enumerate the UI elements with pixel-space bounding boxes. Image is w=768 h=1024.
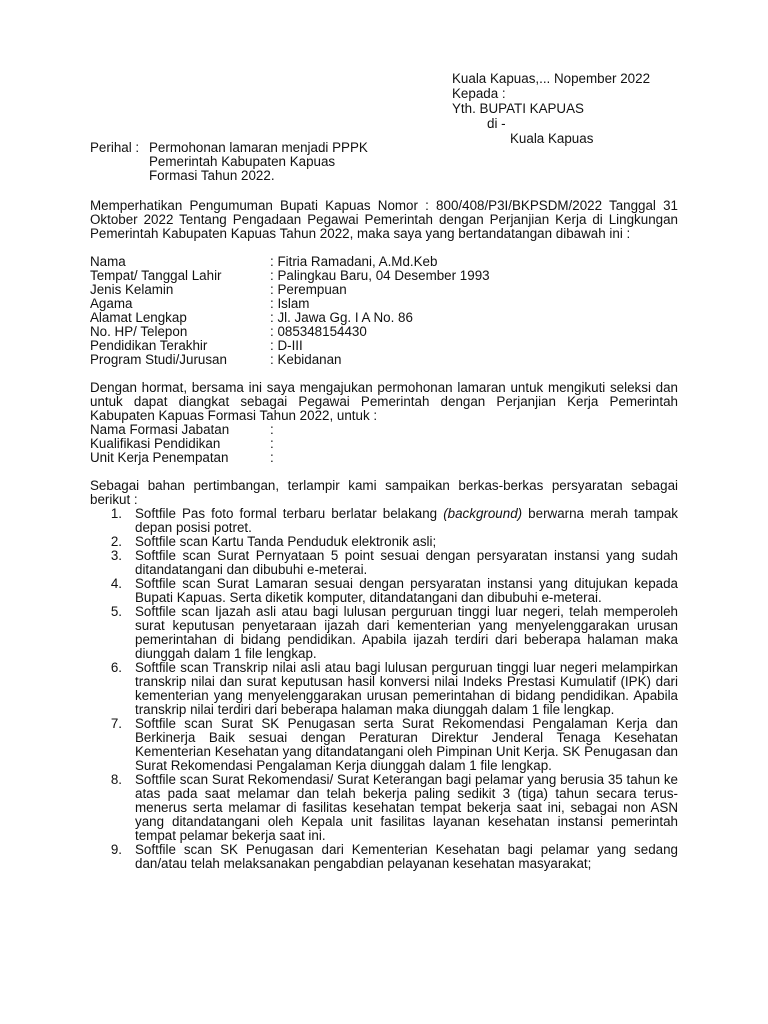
applicant-row [90,339,678,353]
applicant-label: Nama [90,254,126,269]
subject-block [90,141,678,183]
list-number: 3. [110,548,122,563]
list-item [90,661,678,717]
applicant-row [90,297,678,311]
applicant-label: Jenis Kelamin [90,282,174,297]
formasi-block [90,423,678,465]
applicant-label: No. HP/ Telepon [90,324,188,339]
formasi-row [90,437,678,451]
recipient-di: di - [487,116,506,131]
applicant-label: Alamat Lengkap [90,310,187,325]
applicant-row [90,353,678,367]
applicant-value: : Fitria Ramadani, A.Md.Keb [270,254,438,269]
list-text: Softfile scan Surat Lamaran sesuai dengan persyaratan instansi yang ditujukan kepada Bupati Kapuas. Serta diketik komputer, ditandatangani dan dibubuhi e-meterai. [135,576,678,605]
request-paragraph: Dengan hormat, bersama ini saya mengajukan permohonan lamaran untuk mengikuti seleksi dan untuk dapat diangkat sebagai Pegawai Pemerintah dengan Perjanjian Kerja Pemerintah Kabupaten Kapuas Formasi Tahun 2022, untuk : [90,380,678,423]
formasi-label: Unit Kerja Penempatan [90,450,229,465]
applicant-row [90,325,678,339]
applicant-label: Tempat/ Tanggal Lahir [90,268,222,283]
subject-label: Perihal : [90,140,140,155]
list-item [90,535,678,549]
applicant-value: : Kebidanan [270,352,342,367]
list-item [90,507,678,535]
applicant-label: Program Studi/Jurusan [90,352,227,367]
formasi-value: : [270,436,274,451]
list-number: 2. [110,534,122,549]
list-item [90,549,678,577]
formasi-row [90,451,678,465]
list-number: 7. [110,716,122,731]
list-number: 8. [110,772,122,787]
applicant-value: : 085348154430 [270,324,367,339]
applicant-value: : Jl. Jawa Gg. I A No. 86 [270,310,413,325]
applicant-row [90,269,678,283]
formasi-label: Nama Formasi Jabatan [90,422,230,437]
list-item [90,773,678,843]
list-item [90,843,678,871]
recipient-name: Yth. BUPATI KAPUAS [452,101,584,116]
list-item [90,605,678,661]
applicant-value: : Islam [270,296,310,311]
applicant-data [90,255,678,367]
applicant-value: : Palingkau Baru, 04 Desember 1993 [270,268,490,283]
letter-date: Kuala Kapuas,... Nopember 2022 [452,71,651,86]
list-number: 9. [110,842,122,857]
list-text: Softfile scan Surat SK Penugasan serta Surat Rekomendasi Pengalaman Kerja dan Berkinerja Baik sesuai dengan Peraturan Direktur Jenderal Tenaga Kesehatan Kementerian Kesehatan yang ditandatangani oleh Pimpinan Unit Kerja. SK Penugasan dan Surat Rekomendasi Pengalaman Kerja diunggah dalam 1 file lengkap. [135,716,678,773]
list-number: 1. [110,506,122,521]
kepada-label: Kepada : [452,86,506,101]
formasi-row [90,423,678,437]
attachments-list [90,507,678,871]
formasi-value: : [270,422,274,437]
list-number: 4. [110,576,122,591]
applicant-row [90,283,678,297]
formasi-label: Kualifikasi Pendidikan [90,436,221,451]
attachments-intro: Sebagai bahan pertimbangan, terlampir kami sampaikan berkas-berkas persyaratan sebagai berikut : [90,478,678,507]
list-text: Softfile scan Transkrip nilai asli atau bagi lulusan perguruan tinggi luar negeri melampirkan transkrip nilai dan surat keputusan hasil konversi nilai Indeks Prestasi Kumulatif (IPK) dari kementerian yang menyelenggarakan urusan pemerintahan di bidang pendidikan. Apabila transkrip nilai terdiri dari beberapa halaman maka diunggah dalam 1 file lengkap. [135,660,678,717]
applicant-label: Pendidikan Terakhir [90,338,208,353]
list-number: 6. [110,660,122,675]
subject-line: Permohonan lamaran menjadi PPPK [149,140,368,155]
list-text: Softfile scan Ijazah asli atau bagi lulusan perguruan tinggi luar negeri, telah memperoleh surat keputusan penyetaraan ijazah dari kementerian yang menyelenggarakan urusan pemerintahan di bidang pendidikan. Apabila ijazah terdiri dari beberapa halaman maka diunggah dalam 1 file lengkap. [135,604,678,661]
recipient-city: Kuala Kapuas [510,131,594,146]
list-text: Softfile scan Surat Rekomendasi/ Surat Keterangan bagi pelamar yang berusia 35 tahun ke atas pada saat melamar dan telah bekerja paling sedikit 3 (tiga) tahun secara terus-menerus serta melamar di fasilitas kesehatan tempat bekerja saat ini, sebagai non ASN yang ditandatangani oleh Kepala unit fasilitas layanan kesehatan instansi pemerintah tempat pelamar bekerja saat ini. [135,772,678,843]
list-item [90,577,678,605]
applicant-row [90,255,678,269]
applicant-value: : Perempuan [270,282,347,297]
formasi-value: : [270,450,274,465]
list-item [90,717,678,773]
list-text: Softfile Pas foto formal terbaru berlatar belakang (background) berwarna merah tampak depan posisi potret. [135,506,678,535]
list-text: Softfile scan Surat Pernyataan 5 point sesuai dengan persyaratan instansi yang sudah ditandatangani dan dibubuhi e-meterai. [135,548,678,577]
opening-paragraph: Memperhatikan Pengumuman Bupati Kapuas Nomor : 800/408/P3I/BKPSDM/2022 Tanggal 31 Oktober 2022 Tentang Pengadaan Pegawai Pemerintah dengan Perjanjian Kerja di Lingkungan Pemerintah Kabupaten Kapuas Tahun 2022, maka saya yang bertandatangan dibawah ini : [90,198,678,241]
applicant-row [90,311,678,325]
applicant-label: Agama [90,296,133,311]
list-text: Softfile scan SK Penugasan dari Kementerian Kesehatan bagi pelamar yang sedang dan/atau telah melaksanakan pengabdian pelayanan kesehatan masyarakat; [135,842,678,871]
emphasis: (background) [443,506,523,521]
applicant-value: : D-III [270,338,303,353]
subject-line: Pemerintah Kabupaten Kapuas [149,154,336,169]
subject-line: Formasi Tahun 2022. [149,168,275,183]
recipient-address-block [452,72,692,147]
list-number: 5. [110,604,122,619]
list-text: Softfile scan Kartu Tanda Penduduk elektronik asli; [135,534,437,549]
